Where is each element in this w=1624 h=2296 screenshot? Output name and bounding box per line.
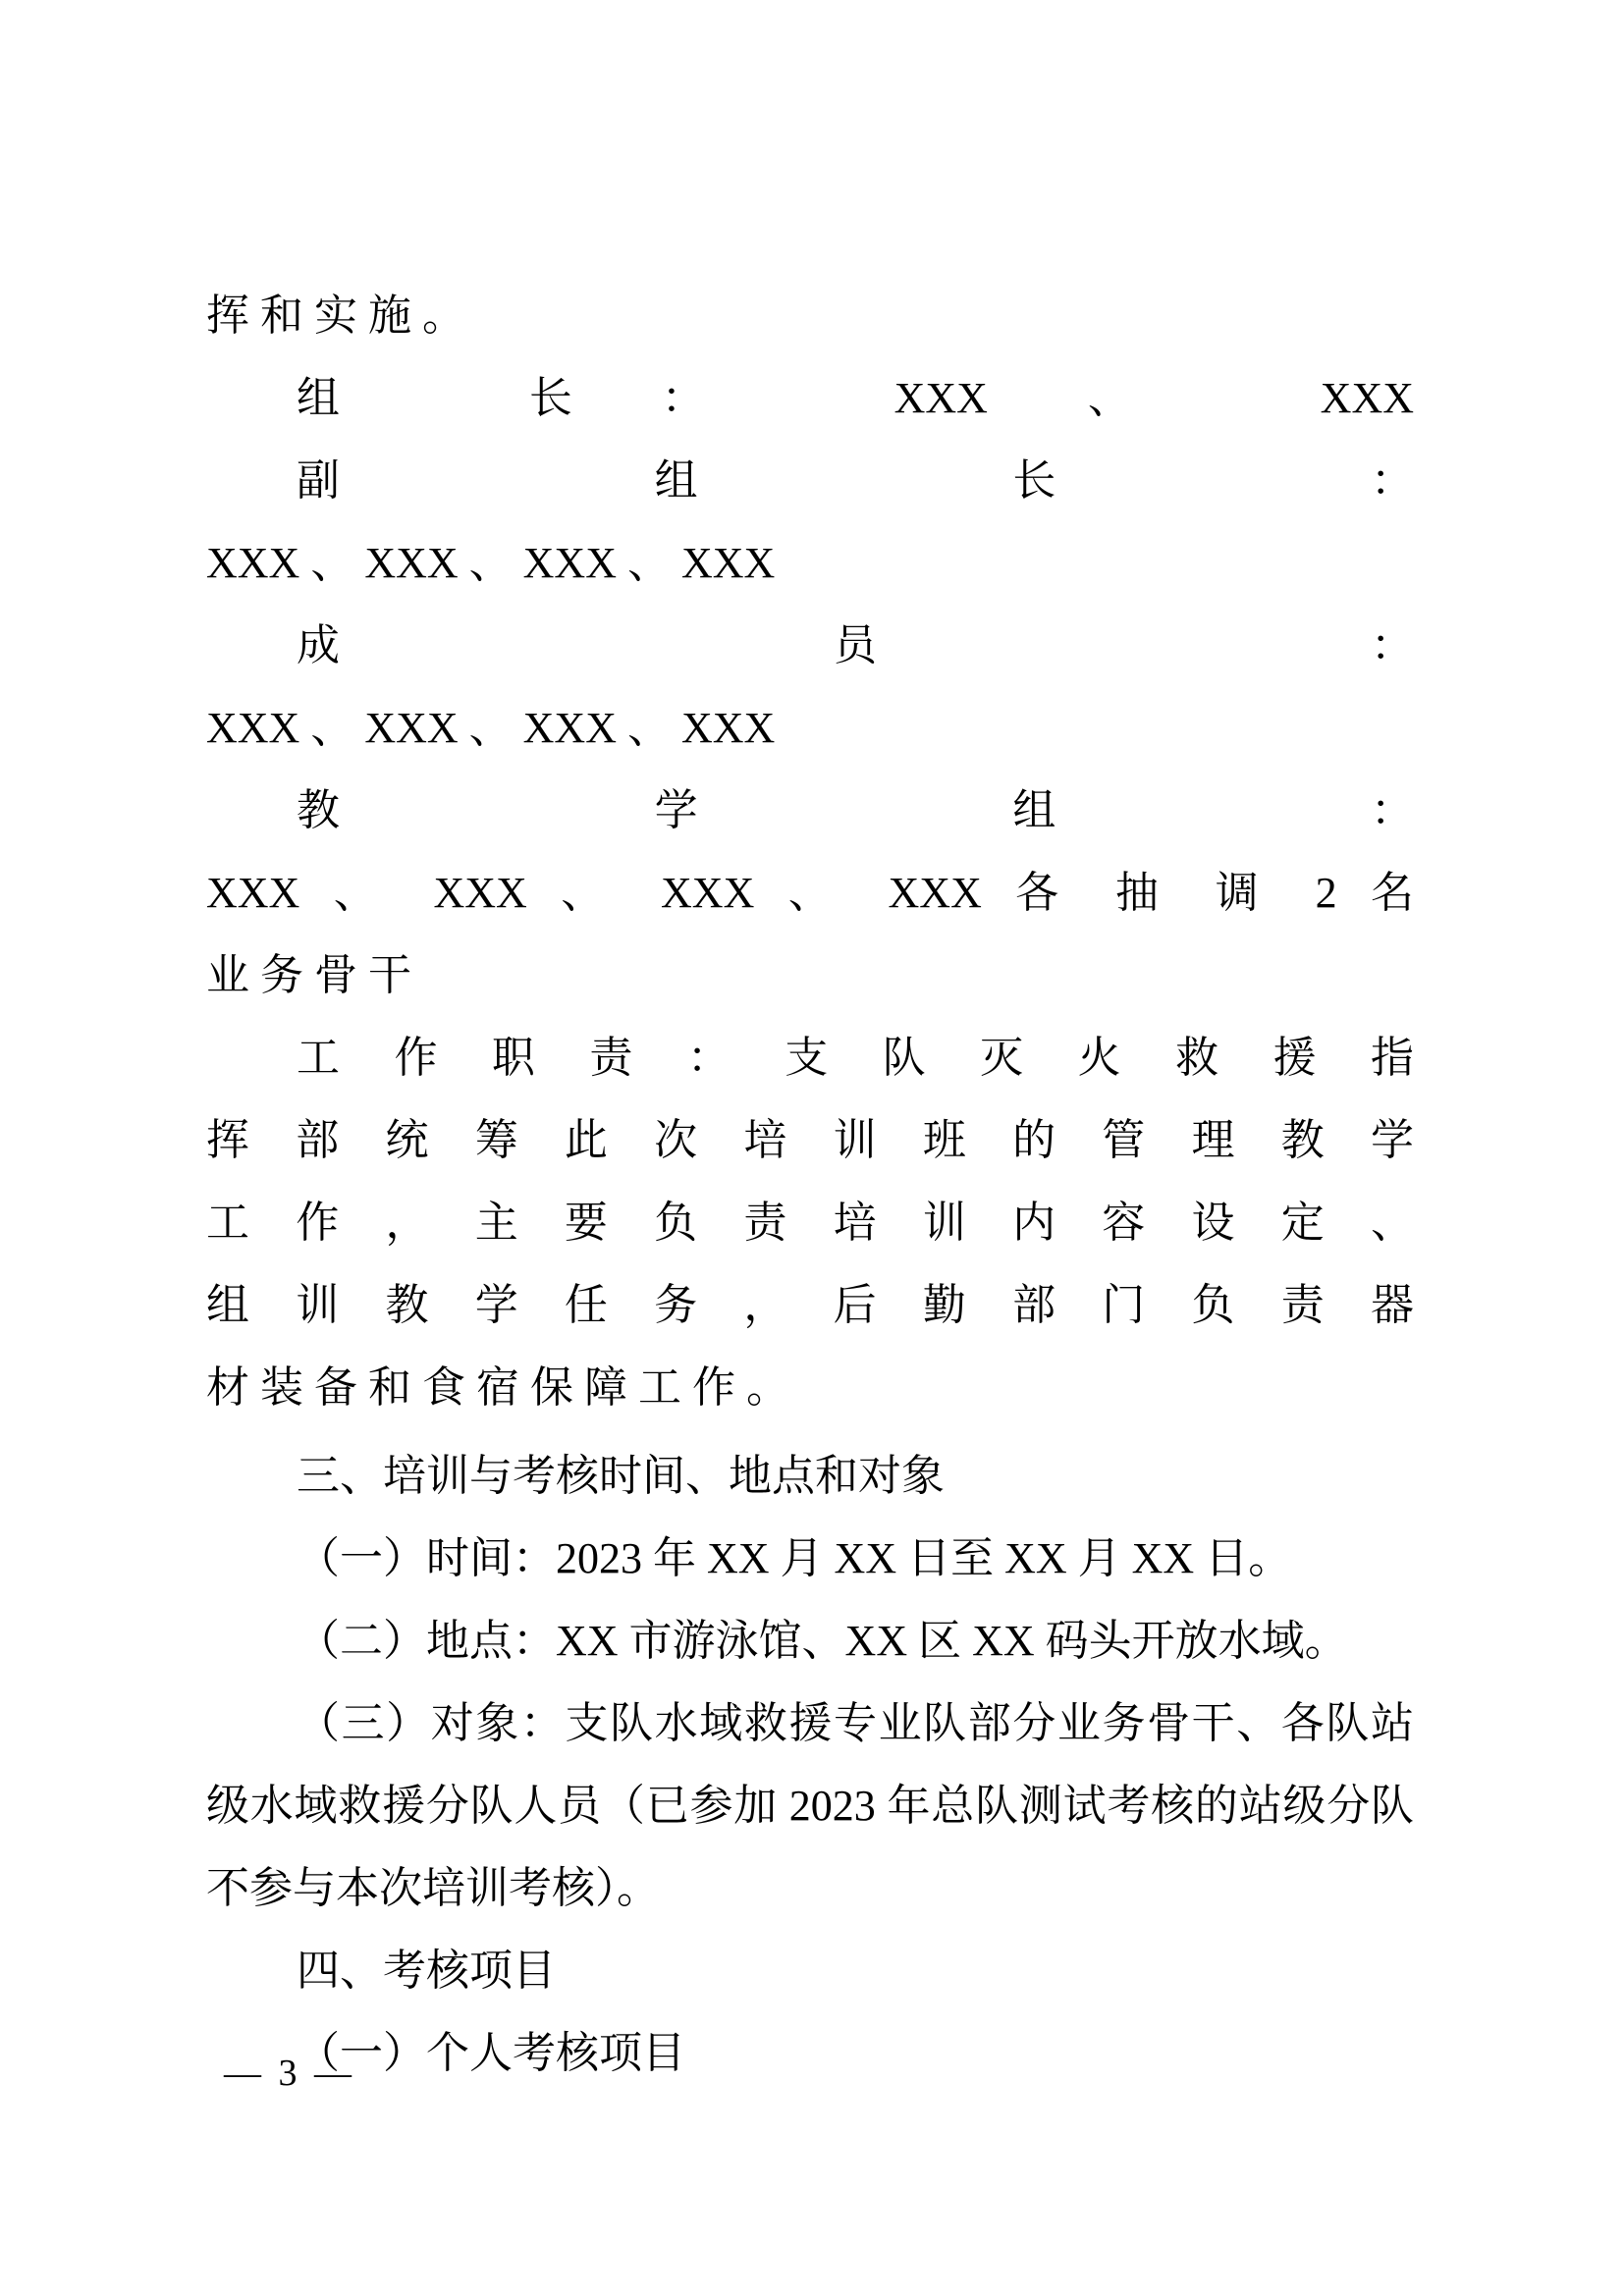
text-line: XXX 、 XXX 、 XXX 、 XXX 各 抽 调 2 名 xyxy=(206,869,1414,917)
document-body xyxy=(206,275,1414,2095)
text-line: 挥 部 统 筹 此 次 培 训 班 的 管 理 教 学 xyxy=(206,1116,1414,1164)
text-line: 工 作 职 责 ： 支 队 灭 火 救 援 指 xyxy=(297,1034,1414,1082)
paragraph-location: （二）地点：XX 市游泳馆、XX 区 XX 码头开放水域。 xyxy=(297,1617,1348,1665)
text-line: 组 长： XXX 、 XXX xyxy=(297,374,1414,422)
text-line: XXX 、 XXX 、 XXX 、 XXX xyxy=(206,704,776,752)
text-line: 教 学 组 ： xyxy=(297,786,1414,834)
page-number: — 3 — xyxy=(224,2053,355,2094)
text-line: XXX 、 XXX 、 XXX 、 XXX xyxy=(206,539,776,587)
text-line: 副 组 长 ： xyxy=(297,456,1414,505)
paragraph-section-four-heading: 四、考核项目 xyxy=(297,1947,556,1995)
text-line: 业 务 骨 干 xyxy=(206,951,411,999)
paragraph-individual-items: （一）个人考核项目 xyxy=(297,2029,685,2077)
text-line: 组 训 教 学 任 务 ， 后 勤 部 门 负 责 器 xyxy=(206,1281,1414,1329)
paragraph-participants: （三）对象：支队水域救援专业队部分业务骨干、各队站级水域救援分队人员（已参加 2023 年总队测试考核的站级分队不参与本次培训考核）。 xyxy=(206,1699,1414,1912)
text-line: 工 作 ， 主 要 负 责 培 训 内 容 设 定 、 xyxy=(206,1199,1414,1247)
paragraph-section-three-heading: 三、培训与考核时间、地点和对象 xyxy=(297,1452,945,1500)
text-line: 材 装 备 和 食 宿 保 障 工 作 。 xyxy=(206,1363,789,1412)
text-line: 成 员 ： xyxy=(297,621,1414,669)
paragraph-time: （一）时间：2023 年 XX 月 XX 日至 XX 月 XX 日。 xyxy=(297,1534,1292,1582)
text-line: 挥 和 实 施 。 xyxy=(206,292,465,340)
